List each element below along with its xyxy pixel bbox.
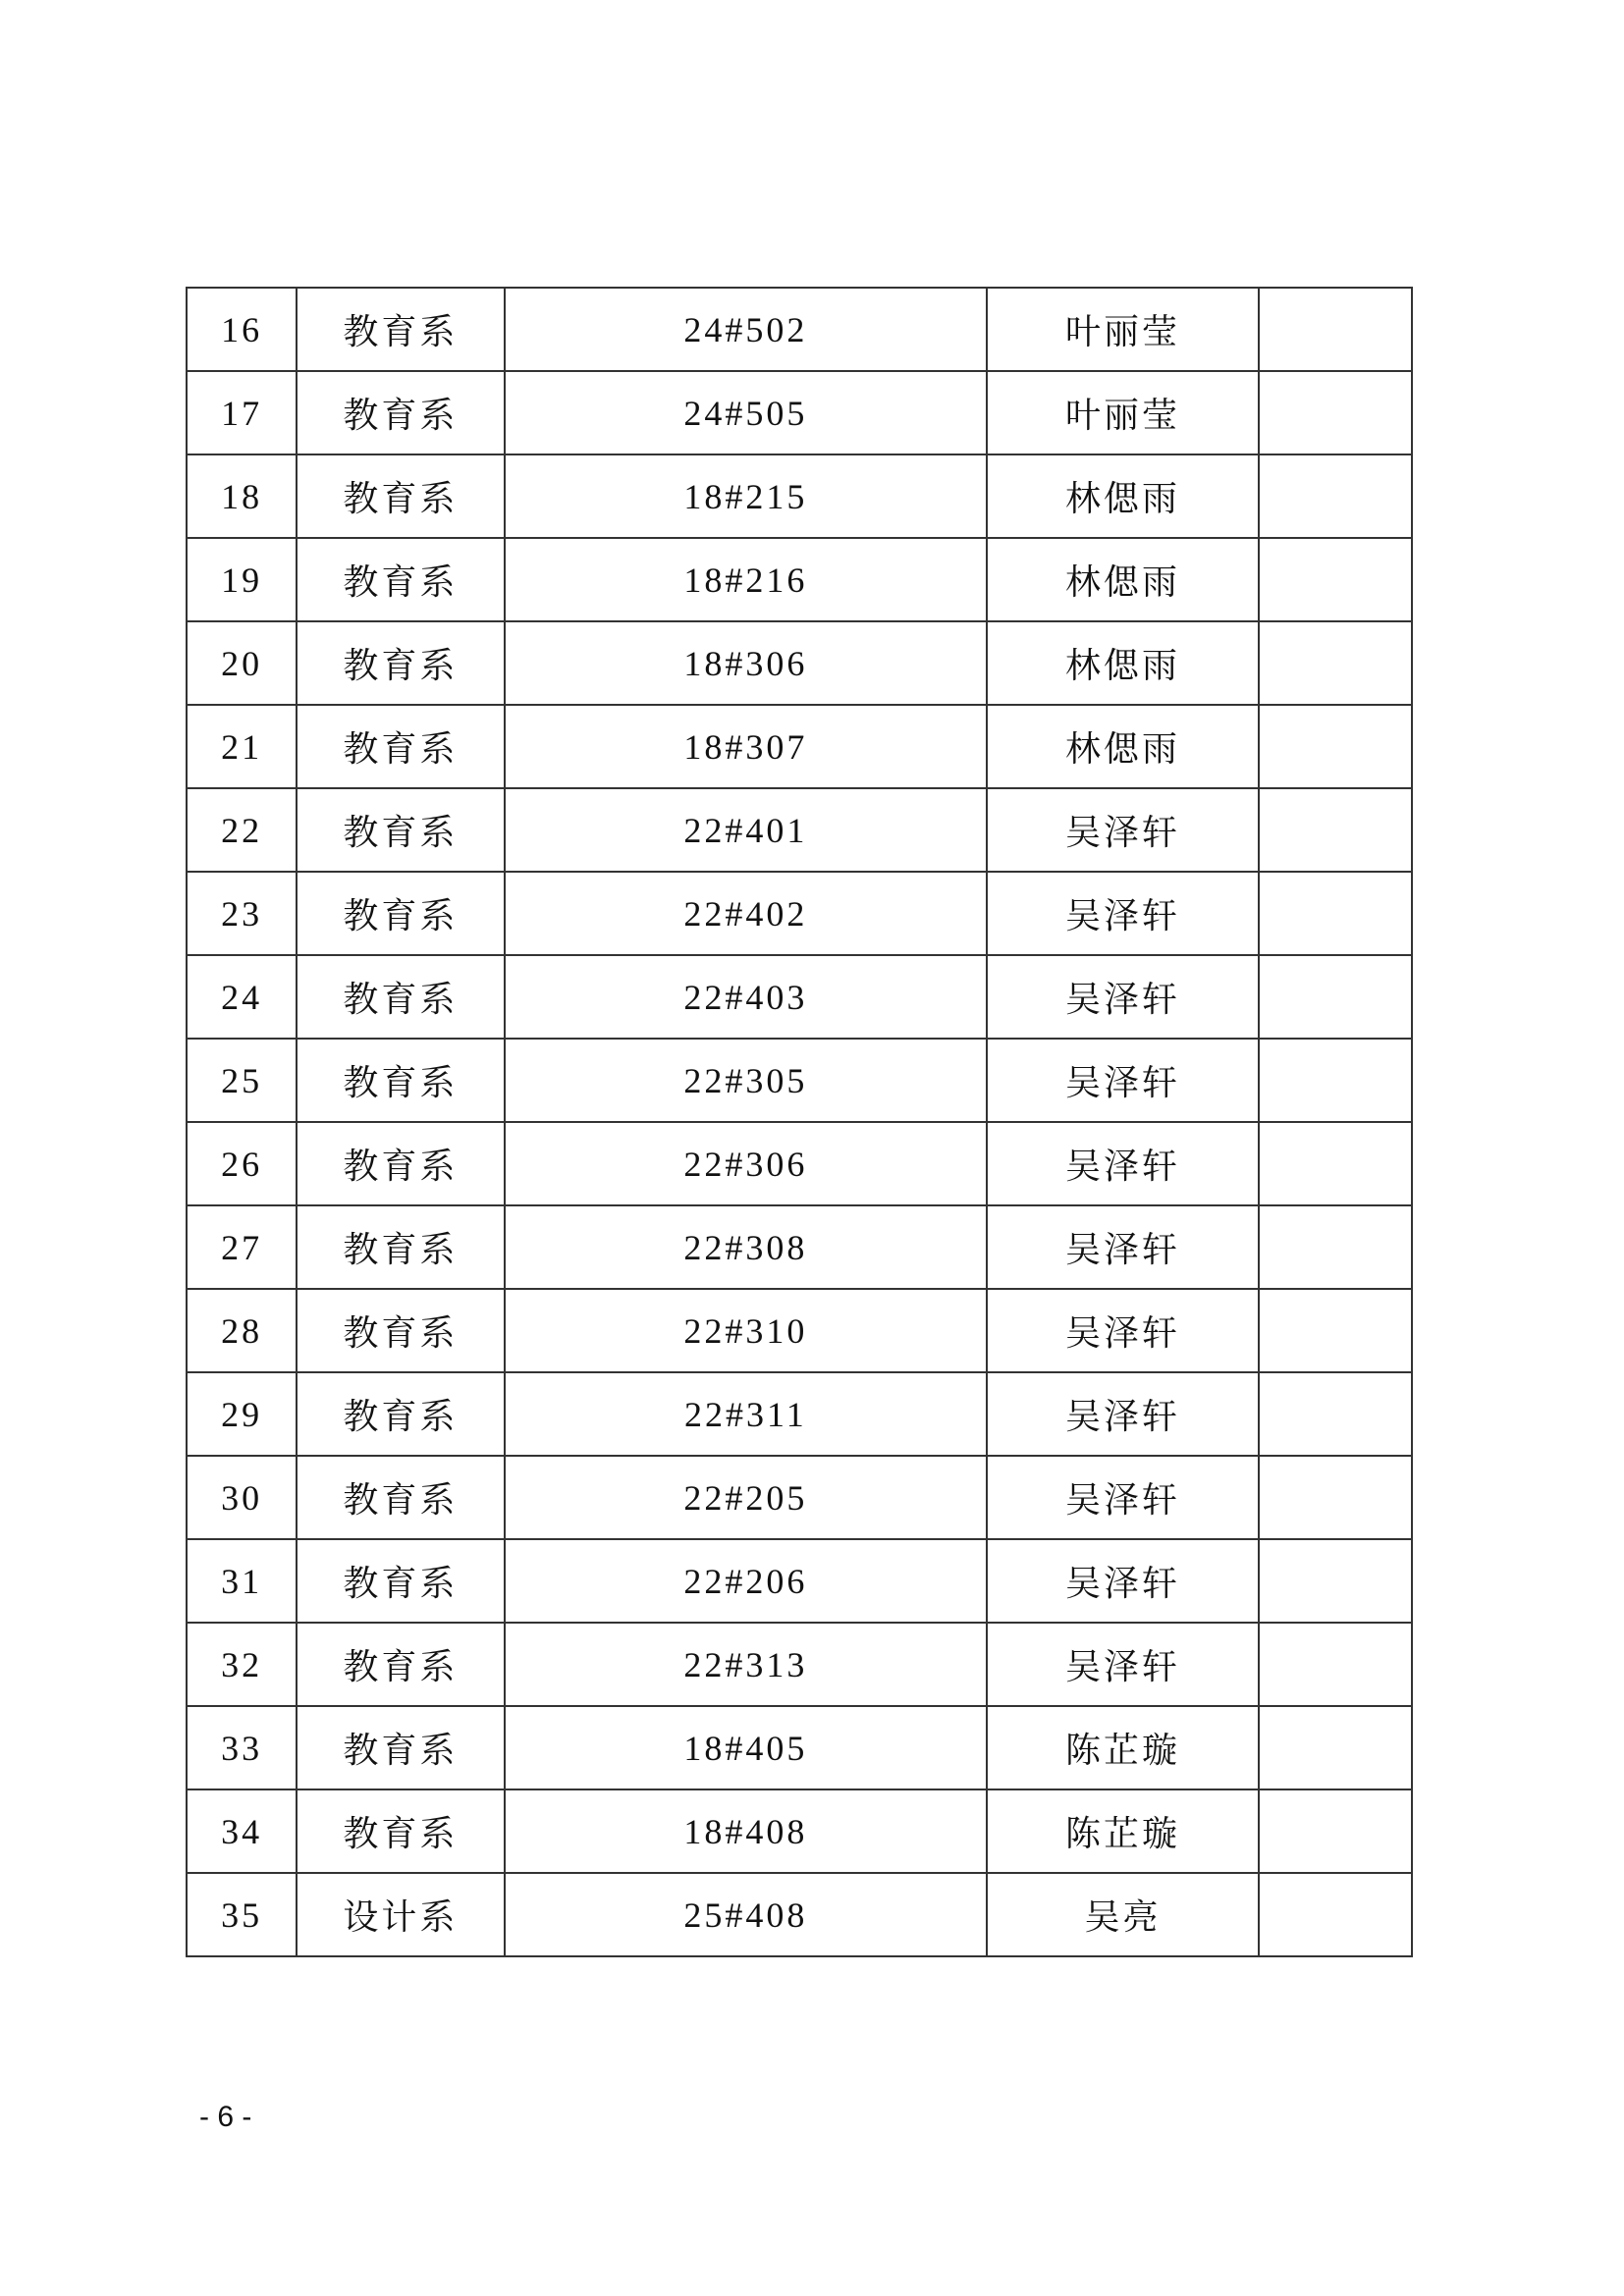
- dormitory-assignment-table: [186, 287, 1413, 1957]
- row-number-cell: 23: [187, 872, 297, 955]
- row-number-cell: 19: [187, 538, 297, 621]
- person-name-cell: 林偲雨: [987, 454, 1258, 538]
- table-row: [187, 1122, 1412, 1205]
- page-number: - 6 -: [199, 2101, 252, 2133]
- row-number-cell: 21: [187, 705, 297, 788]
- table-row: [187, 788, 1412, 872]
- remarks-cell: [1259, 1205, 1412, 1289]
- remarks-cell: [1259, 788, 1412, 872]
- person-name-cell: 吴泽轩: [987, 1456, 1258, 1539]
- room-number-cell: 22#206: [505, 1539, 988, 1623]
- room-number-cell: 18#216: [505, 538, 988, 621]
- table-row: [187, 1706, 1412, 1789]
- table-row: [187, 1456, 1412, 1539]
- person-name-cell: 吴亮: [987, 1873, 1258, 1956]
- row-number-cell: 28: [187, 1289, 297, 1372]
- row-number-cell: 20: [187, 621, 297, 705]
- remarks-cell: [1259, 955, 1412, 1039]
- person-name-cell: 陈芷璇: [987, 1706, 1258, 1789]
- row-number-cell: 27: [187, 1205, 297, 1289]
- department-cell: 教育系: [297, 1456, 504, 1539]
- remarks-cell: [1259, 371, 1412, 454]
- person-name-cell: 吴泽轩: [987, 1122, 1258, 1205]
- person-name-cell: 叶丽莹: [987, 371, 1258, 454]
- row-number-cell: 29: [187, 1372, 297, 1456]
- department-cell: 教育系: [297, 1039, 504, 1122]
- department-cell: 教育系: [297, 788, 504, 872]
- table-row: [187, 955, 1412, 1039]
- department-cell: 教育系: [297, 1122, 504, 1205]
- row-number-cell: 31: [187, 1539, 297, 1623]
- department-cell: 教育系: [297, 1372, 504, 1456]
- remarks-cell: [1259, 538, 1412, 621]
- room-number-cell: 22#403: [505, 955, 988, 1039]
- remarks-cell: [1259, 872, 1412, 955]
- department-cell: 教育系: [297, 288, 504, 371]
- table-row: [187, 872, 1412, 955]
- remarks-cell: [1259, 1539, 1412, 1623]
- row-number-cell: 35: [187, 1873, 297, 1956]
- department-cell: 设计系: [297, 1873, 504, 1956]
- remarks-cell: [1259, 1623, 1412, 1706]
- department-cell: 教育系: [297, 955, 504, 1039]
- person-name-cell: 林偲雨: [987, 538, 1258, 621]
- person-name-cell: 叶丽莹: [987, 288, 1258, 371]
- person-name-cell: 吴泽轩: [987, 1539, 1258, 1623]
- person-name-cell: 吴泽轩: [987, 955, 1258, 1039]
- room-number-cell: 22#310: [505, 1289, 988, 1372]
- table-row: [187, 1539, 1412, 1623]
- table-row: [187, 538, 1412, 621]
- row-number-cell: 33: [187, 1706, 297, 1789]
- department-cell: 教育系: [297, 1539, 504, 1623]
- person-name-cell: 吴泽轩: [987, 788, 1258, 872]
- room-number-cell: 25#408: [505, 1873, 988, 1956]
- room-number-cell: 22#306: [505, 1122, 988, 1205]
- room-number-cell: 22#402: [505, 872, 988, 955]
- remarks-cell: [1259, 1873, 1412, 1956]
- department-cell: 教育系: [297, 621, 504, 705]
- remarks-cell: [1259, 1789, 1412, 1873]
- row-number-cell: 17: [187, 371, 297, 454]
- person-name-cell: 陈芷璇: [987, 1789, 1258, 1873]
- room-number-cell: 22#311: [505, 1372, 988, 1456]
- remarks-cell: [1259, 288, 1412, 371]
- table-row: [187, 1205, 1412, 1289]
- table-row: [187, 1623, 1412, 1706]
- person-name-cell: 林偲雨: [987, 705, 1258, 788]
- table-row: [187, 371, 1412, 454]
- department-cell: 教育系: [297, 1706, 504, 1789]
- table-row: [187, 1039, 1412, 1122]
- department-cell: 教育系: [297, 371, 504, 454]
- table-row: [187, 621, 1412, 705]
- remarks-cell: [1259, 454, 1412, 538]
- department-cell: 教育系: [297, 1205, 504, 1289]
- room-number-cell: 22#305: [505, 1039, 988, 1122]
- row-number-cell: 25: [187, 1039, 297, 1122]
- department-cell: 教育系: [297, 1789, 504, 1873]
- department-cell: 教育系: [297, 538, 504, 621]
- room-number-cell: 24#505: [505, 371, 988, 454]
- room-number-cell: 22#401: [505, 788, 988, 872]
- table-row: [187, 1289, 1412, 1372]
- department-cell: 教育系: [297, 872, 504, 955]
- department-cell: 教育系: [297, 1289, 504, 1372]
- row-number-cell: 24: [187, 955, 297, 1039]
- row-number-cell: 18: [187, 454, 297, 538]
- person-name-cell: 吴泽轩: [987, 1372, 1258, 1456]
- row-number-cell: 26: [187, 1122, 297, 1205]
- room-number-cell: 18#408: [505, 1789, 988, 1873]
- person-name-cell: 林偲雨: [987, 621, 1258, 705]
- remarks-cell: [1259, 705, 1412, 788]
- room-number-cell: 24#502: [505, 288, 988, 371]
- person-name-cell: 吴泽轩: [987, 1289, 1258, 1372]
- person-name-cell: 吴泽轩: [987, 1039, 1258, 1122]
- room-number-cell: 18#306: [505, 621, 988, 705]
- room-number-cell: 18#307: [505, 705, 988, 788]
- remarks-cell: [1259, 1289, 1412, 1372]
- room-number-cell: 18#405: [505, 1706, 988, 1789]
- department-cell: 教育系: [297, 454, 504, 538]
- department-cell: 教育系: [297, 1623, 504, 1706]
- remarks-cell: [1259, 1706, 1412, 1789]
- person-name-cell: 吴泽轩: [987, 1205, 1258, 1289]
- room-number-cell: 22#308: [505, 1205, 988, 1289]
- table-row: [187, 288, 1412, 371]
- remarks-cell: [1259, 1039, 1412, 1122]
- person-name-cell: 吴泽轩: [987, 1623, 1258, 1706]
- remarks-cell: [1259, 1122, 1412, 1205]
- remarks-cell: [1259, 1372, 1412, 1456]
- row-number-cell: 32: [187, 1623, 297, 1706]
- row-number-cell: 34: [187, 1789, 297, 1873]
- table-row: [187, 705, 1412, 788]
- remarks-cell: [1259, 621, 1412, 705]
- row-number-cell: 16: [187, 288, 297, 371]
- table-row: [187, 1873, 1412, 1956]
- table-row: [187, 1372, 1412, 1456]
- row-number-cell: 30: [187, 1456, 297, 1539]
- row-number-cell: 22: [187, 788, 297, 872]
- room-number-cell: 18#215: [505, 454, 988, 538]
- room-number-cell: 22#205: [505, 1456, 988, 1539]
- remarks-cell: [1259, 1456, 1412, 1539]
- department-cell: 教育系: [297, 705, 504, 788]
- table-row: [187, 454, 1412, 538]
- room-number-cell: 22#313: [505, 1623, 988, 1706]
- table-body: [187, 288, 1412, 1956]
- person-name-cell: 吴泽轩: [987, 872, 1258, 955]
- table-row: [187, 1789, 1412, 1873]
